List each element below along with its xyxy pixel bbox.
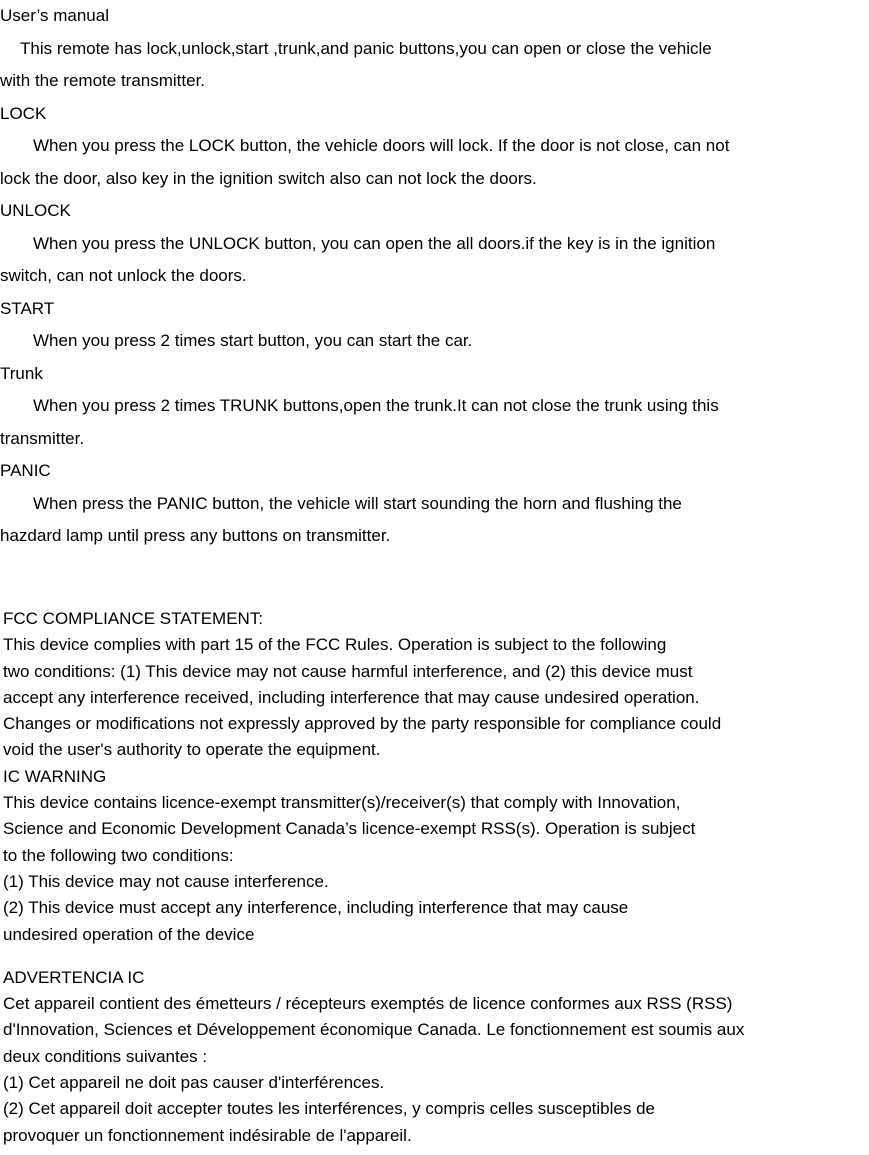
ic-line: Science and Economic Development Canada’s licence-exempt RSS(s). Operation is subject [3, 819, 696, 839]
panic-heading: PANIC [0, 461, 51, 480]
unlock-line-2: switch, can not unlock the doors. [0, 266, 247, 285]
advertencia-heading: ADVERTENCIA IC [3, 967, 145, 987]
fcc-line: accept any interference received, including interference that may cause undesired operation. [3, 687, 700, 707]
lock-heading: LOCK [0, 103, 47, 123]
lock-line-2: lock the door, also key in the ignition switch also can not lock the doors. [0, 168, 537, 188]
trunk-line-1: When you press 2 times TRUNK buttons,open the trunk.It can not close the trunk using this [33, 396, 719, 415]
users-manual-section [0, 0, 869, 553]
ic-line: to the following two conditions: [3, 845, 234, 865]
panic-line-2: hazdard lamp until press any buttons on transmitter. [0, 526, 391, 545]
ic-line: undesired operation of the device [3, 924, 255, 944]
intro-line-1: This remote has lock,unlock,start ,trunk,and panic buttons,you can open or close the vehicle [20, 38, 712, 58]
fcc-line: This device complies with part 15 of the FCC Rules. Operation is subject to the following [3, 635, 667, 655]
advertencia-line: (1) Cet appareil ne doit pas causer d'interférences. [3, 1073, 385, 1093]
fcc-line: void the user's authority to operate the equipment. [3, 740, 381, 760]
fcc-line: Changes or modifications not expressly approved by the party responsible for compliance could [3, 714, 722, 734]
compliance-section [3, 606, 869, 1149]
start-heading: START [0, 298, 55, 318]
unlock-heading: UNLOCK [0, 201, 71, 220]
trunk-line-2: transmitter. [0, 428, 85, 448]
advertencia-line: deux conditions suivantes : [3, 1046, 208, 1066]
ic-heading: IC WARNING [3, 766, 107, 786]
ic-line: This device contains licence-exempt transmitter(s)/receiver(s) that comply with Innovation, [3, 793, 681, 813]
advertencia-line: d'Innovation, Sciences et Développement économique Canada. Le fonctionnement est soumis aux [3, 1020, 745, 1040]
ic-line: (2) This device must accept any interference, including interference that may cause [3, 898, 629, 918]
panic-line-1: When press the PANIC button, the vehicle will start sounding the horn and flushing the [33, 493, 682, 513]
trunk-heading: Trunk [0, 363, 43, 383]
fcc-line: two conditions: (1) This device may not cause harmful interference, and (2) this device must [3, 661, 693, 681]
lock-line-1: When you press the LOCK button, the vehicle doors will lock. If the door is not close, can not [33, 136, 730, 155]
manual-title: User’s manual [0, 6, 109, 25]
ic-line: (1) This device may not cause interference. [3, 871, 329, 891]
section-spacer [3, 948, 869, 965]
advertencia-line: provoquer un fonctionnement indésirable de l'appareil. [3, 1125, 412, 1145]
start-line-1: When you press 2 times start button, you can start the car. [33, 331, 473, 350]
advertencia-line: (2) Cet appareil doit accepter toutes les interférences, y compris celles susceptibles de [3, 1099, 655, 1119]
advertencia-line: Cet appareil contient des émetteurs / récepteurs exemptés de licence conformes aux RSS (RSS) [3, 994, 733, 1014]
intro-line-2: with the remote transmitter. [0, 71, 206, 90]
fcc-heading: FCC COMPLIANCE STATEMENT: [3, 609, 264, 628]
unlock-line-1: When you press the UNLOCK button, you can open the all doors.if the key is in the ignition [33, 233, 716, 253]
